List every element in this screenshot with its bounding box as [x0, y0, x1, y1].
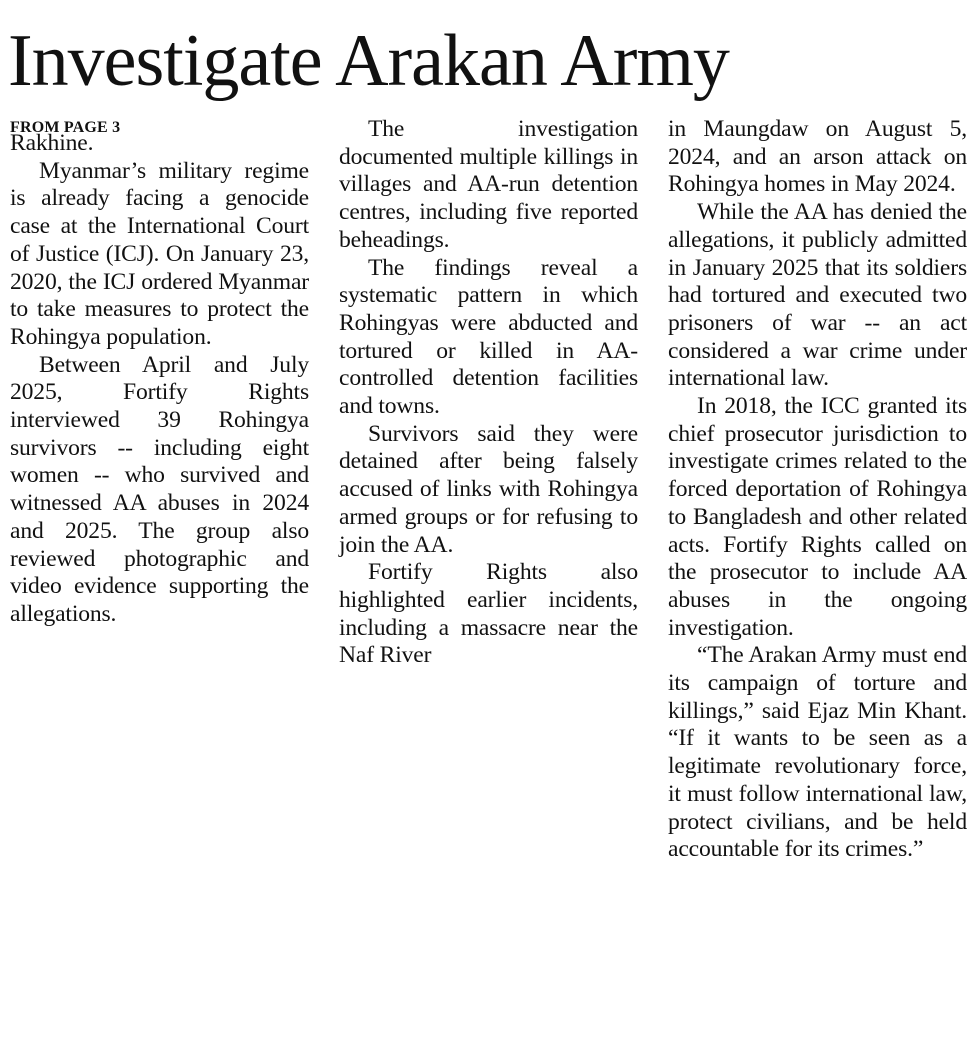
- paragraph: Between April and July 2025, Fortify Rights interviewed 39 Rohingya survivors -- including eight women -- who survived and witnessed AA abuses in 2024 and 2025. The group also reviewed photographic and video evidence supporting the allegations.: [10, 351, 309, 627]
- paragraph: Rakhine.: [10, 130, 94, 156]
- article-column-1: [10, 116, 309, 629]
- paragraph: The findings reveal a systematic pattern in which Rohingyas were abducted and tortured or killed in AA-controlled detention facilities and towns.: [339, 254, 638, 420]
- article-column-2: [339, 116, 638, 670]
- article-column-3: [668, 116, 967, 864]
- paragraph: “The Arakan Army must end its campaign of torture and killings,” said Ejaz Min Khant. “If it wants to be seen as a legitimate revolutionary force, it must follow international law, protect civilians, and be held accountable for its crimes.”: [668, 642, 967, 863]
- paragraph: Myanmar’s military regime is already facing a genocide case at the International Court of Justice (ICJ). On January 23, 2020, the ICJ ordered Myanmar to take measures to protect the Rohingya population.: [10, 157, 309, 350]
- paragraph: Fortify Rights also highlighted earlier incidents, including a massacre near the Naf River: [339, 559, 638, 669]
- continuation-kicker: FROM PAGE 3: [10, 119, 121, 136]
- paragraph: The investigation documented multiple killings in villages and AA-run detention centres, including five reported beheadings.: [339, 116, 638, 253]
- paragraph: In 2018, the ICC granted its chief prosecutor jurisdiction to investigate crimes related to the forced deportation of Rohingya to Bangladesh and other related acts. Fortify Rights called on the prosecutor to include AA abuses in the ongoing investigation.: [668, 393, 967, 641]
- paragraph: in Maungdaw on August 5, 2024, and an arson attack on Rohingya homes in May 2024.: [668, 116, 967, 198]
- paragraph: While the AA has denied the allegations, it publicly admitted in January 2025 that its soldiers had tortured and executed two prisoners of war -- an act considered a war crime under international law.: [668, 199, 967, 392]
- headline: Investigate Arakan Army: [8, 20, 729, 102]
- paragraph: Survivors said they were detained after being falsely accused of links with Rohingya armed groups or for refusing to join the AA.: [339, 420, 638, 558]
